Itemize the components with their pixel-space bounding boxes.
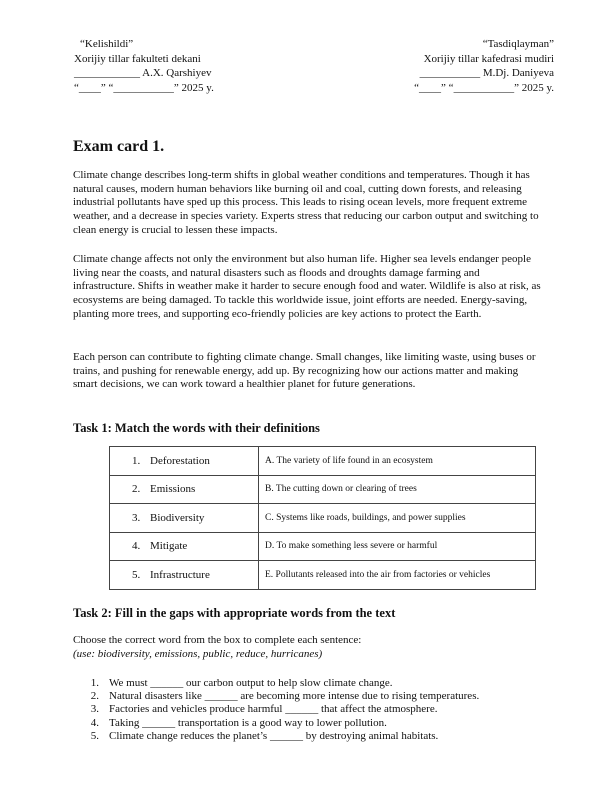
- date-line-left: “____” “___________” 2025 y.: [74, 81, 214, 94]
- list-item: [73, 717, 479, 730]
- word-number: 5.: [132, 568, 141, 581]
- item-number: 1.: [90, 677, 99, 689]
- definition-text: B. The cutting down or clearing of trees: [265, 484, 417, 495]
- definition-text: C. Systems like roads, buildings, and power supplies: [265, 512, 466, 523]
- word-term: Mitigate: [150, 540, 188, 553]
- instruction-text: Choose the correct word from the box to complete each sentence:: [73, 634, 362, 646]
- position-right: Xorijiy tillar kafedrasi mudiri: [423, 52, 554, 65]
- word-term: Emissions: [150, 483, 196, 496]
- table-row: [110, 504, 536, 533]
- word-term: Deforestation: [150, 454, 210, 467]
- definition-text: D. To make something less severe or harmful: [265, 541, 438, 552]
- matching-table: [109, 446, 536, 590]
- word-bank-hint: (use: biodiversity, emissions, public, reduce, hurricanes): [73, 647, 323, 660]
- word-cell: [110, 475, 259, 504]
- approval-label-right: “Tasdiqlayman”: [482, 38, 554, 50]
- item-number: 2.: [90, 690, 99, 703]
- item-number: 5.: [90, 729, 99, 742]
- item-sentence: Natural disasters like ______ are becoming more intense due to rising temperatures.: [109, 690, 480, 703]
- gap-fill-list: [73, 677, 479, 743]
- date-line-right: “____” “___________” 2025 y.: [414, 81, 554, 94]
- signature-line-left: ____________ A.X. Qarshiyev: [74, 67, 212, 79]
- item-sentence: Climate change reduces the planet’s ______ by destroying animal habitats.: [109, 729, 439, 742]
- task2-instructions: [73, 634, 361, 661]
- table-row: [110, 561, 536, 590]
- definition-text: E. Pollutants released into the air from factories or vehicles: [265, 569, 491, 580]
- task1-heading: Task 1: Match the words with their definitions: [73, 421, 320, 435]
- list-item: [73, 703, 479, 716]
- item-number: 3.: [90, 703, 99, 716]
- approval-label-left: “Kelishildi”: [80, 38, 134, 50]
- word-number: 4.: [132, 540, 141, 553]
- definition-cell: [259, 447, 536, 476]
- list-item: [73, 677, 479, 690]
- word-number: 1.: [132, 454, 141, 467]
- table-row: [110, 475, 536, 504]
- item-number: 4.: [90, 716, 99, 729]
- word-term: Infrastructure: [150, 568, 210, 581]
- exam-card-title: Exam card 1.: [73, 138, 165, 155]
- word-term: Biodiversity: [150, 511, 205, 524]
- definition-cell: [259, 561, 536, 590]
- header-right-approval: [414, 37, 554, 95]
- reading-paragraph-3: Each person can contribute to fighting climate change. Small changes, like limiting waste, using buses or trains, and pushing for renewable energy, add up. By recognizing how our actions matter and making smart decisions, we can work toward a healthier planet for future generations.: [73, 351, 536, 391]
- position-left: Xorijiy tillar fakulteti dekani: [74, 52, 201, 65]
- list-item: [73, 730, 479, 743]
- word-cell: [110, 447, 259, 476]
- reading-paragraph-2: Climate change affects not only the environment but also human life. Higher sea levels endanger people living near the coasts, and natural disasters such as floods and droughts damage farming and infrastructure. Shifts in weather make it harder to secure enough food and water. Wildlife is also at risk, as ecosystems are being damaged. To tackle this worldwide issue, joint efforts are needed. Energy-saving, planting more trees, and supporting eco-friendly policies are key actions to protect the Earth.: [73, 253, 541, 320]
- signature-line-right: ___________ M.Dj. Daniyeva: [419, 67, 554, 79]
- table-row: [110, 532, 536, 561]
- definition-text: A. The variety of life found in an ecosystem: [265, 455, 433, 466]
- header-left-approval: [74, 37, 214, 95]
- word-number: 2.: [132, 483, 141, 496]
- item-sentence: Factories and vehicles produce harmful ______ that affect the atmosphere.: [109, 703, 438, 716]
- word-cell: [110, 532, 259, 561]
- item-sentence: Taking ______ transportation is a good way to lower pollution.: [109, 716, 387, 729]
- item-sentence: We must ______ our carbon output to help slow climate change.: [109, 677, 393, 689]
- list-item: [73, 690, 479, 703]
- definition-cell: [259, 532, 536, 561]
- reading-paragraph-1: Climate change describes long-term shifts in global weather conditions and temperatures. Though it has natural causes, modern human behaviors like burning oil and coal, cutting down forests, and releasing industrial pollutants have sped up this process. This leads to rising ocean levels, more frequent extreme weather, and a decrease in species variety. Experts stress that reducing our carbon output and switching to clean energy is crucial to lessen these impacts.: [73, 169, 539, 236]
- definition-cell: [259, 504, 536, 533]
- word-cell: [110, 504, 259, 533]
- word-number: 3.: [132, 511, 141, 524]
- table-row: [110, 447, 536, 476]
- task2-heading: Task 2: Fill in the gaps with appropriate words from the text: [73, 606, 396, 620]
- definition-cell: [259, 475, 536, 504]
- word-cell: [110, 561, 259, 590]
